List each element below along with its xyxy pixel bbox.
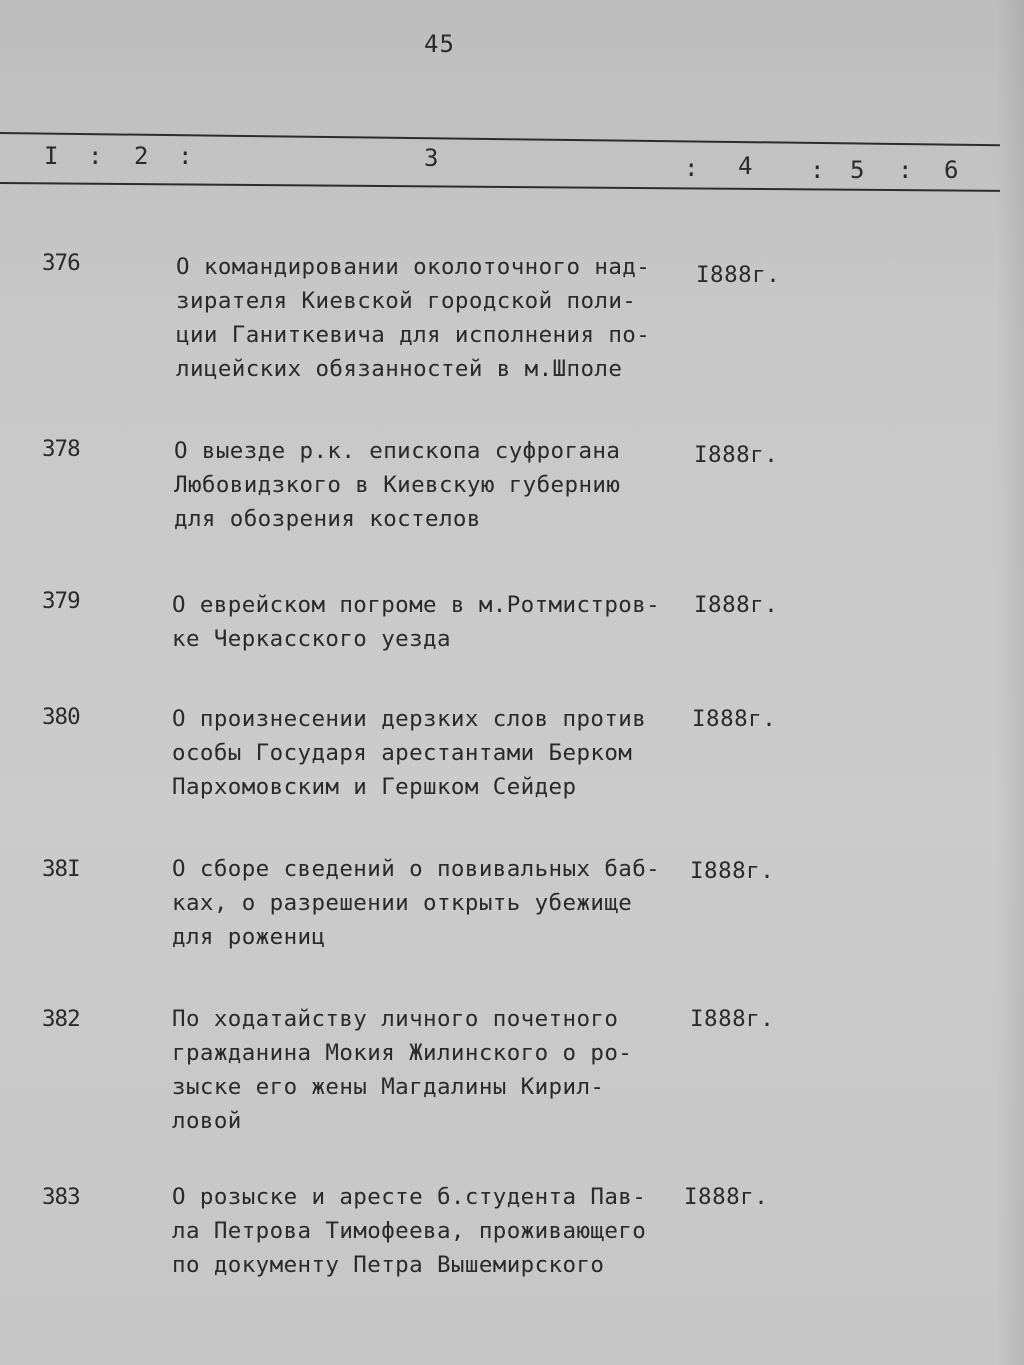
entry-title-line: гражданина Мокия Жилинского о ро- — [172, 1040, 633, 1066]
page-edge-shadow — [996, 0, 1024, 1365]
entry-number: 379 — [42, 588, 80, 614]
entry-title-line: О еврейском погроме в м.Ротмистров- — [172, 592, 661, 618]
entry-title-line: для обозрения костелов — [174, 506, 481, 532]
entry-title-line: Пархомовским и Гершком Сейдер — [172, 774, 577, 800]
entry-title-line: О выезде р.к. епископа суфрогана — [174, 438, 621, 464]
header-col-3: 3 — [424, 144, 439, 172]
entry-number: 378 — [42, 436, 80, 462]
entry-title-line: О розыске и аресте б.студента Пав- — [172, 1184, 647, 1210]
entry-title — [172, 1002, 692, 1138]
header-separator: : — [898, 156, 913, 184]
entry-title — [176, 250, 696, 386]
entry-title — [172, 852, 692, 954]
entry-title-line: По ходатайству личного почетного — [172, 1006, 619, 1032]
entry-title-line: зыске его жены Магдалины Кирил- — [172, 1074, 605, 1100]
entry-title — [174, 434, 694, 536]
entry-year: I888г. — [694, 592, 779, 618]
header-separator: : — [178, 142, 193, 170]
entry-year: I888г. — [694, 442, 779, 468]
entry-number: 376 — [42, 250, 80, 276]
page-number: 45 — [424, 30, 455, 58]
entry-title-line: ловой — [172, 1108, 242, 1134]
entry-number: 383 — [42, 1184, 80, 1210]
entry-title-line: для рожениц — [172, 924, 326, 950]
entry-title-line: ла Петрова Тимофеева, проживающего — [172, 1218, 647, 1244]
header-col-1: I — [44, 142, 59, 170]
entry-year: I888г. — [690, 1006, 775, 1032]
header-separator: : — [810, 156, 825, 184]
entry-number: 382 — [42, 1006, 80, 1032]
entry-title-line: ке Черкасского уезда — [172, 626, 451, 652]
entry-year: I888г. — [696, 262, 781, 288]
entry-title-line: по документу Петра Вышемирского — [172, 1252, 605, 1278]
entry-title-line: О сборе сведений о повивальных баб- — [172, 856, 661, 882]
header-col-5: 5 — [850, 156, 865, 184]
entry-title-line: Любовидзкого в Киевскую губернию — [174, 472, 621, 498]
entry-year: I888г. — [692, 706, 777, 732]
header-col-4: 4 — [738, 152, 753, 180]
table-header — [0, 136, 1000, 184]
entry-title-line: особы Государя арестантами Берком — [172, 740, 633, 766]
entry-title — [172, 1180, 692, 1282]
entry-number: 380 — [42, 704, 80, 730]
entry-title — [172, 702, 692, 804]
entry-title-line: ции Ганиткевича для исполнения по- — [176, 322, 651, 348]
header-separator: : — [88, 142, 103, 170]
entry-number: 38I — [42, 856, 80, 882]
entry-title-line: зирателя Киевской городской поли- — [176, 288, 637, 314]
entry-title-line: ках, о разрешении открыть убежище — [172, 890, 633, 916]
entry-year: I888г. — [690, 858, 775, 884]
entry-title-line: О командировании околоточного над- — [176, 254, 651, 280]
entry-title — [172, 588, 692, 656]
entry-year: I888г. — [684, 1184, 769, 1210]
header-col-6: 6 — [944, 156, 959, 184]
entry-title-line: лицейских обязанностей в м.Шполе — [176, 356, 623, 382]
entry-title-line: О произнесении дерзких слов против — [172, 706, 647, 732]
header-separator: : — [684, 154, 699, 182]
header-col-2: 2 — [134, 142, 149, 170]
